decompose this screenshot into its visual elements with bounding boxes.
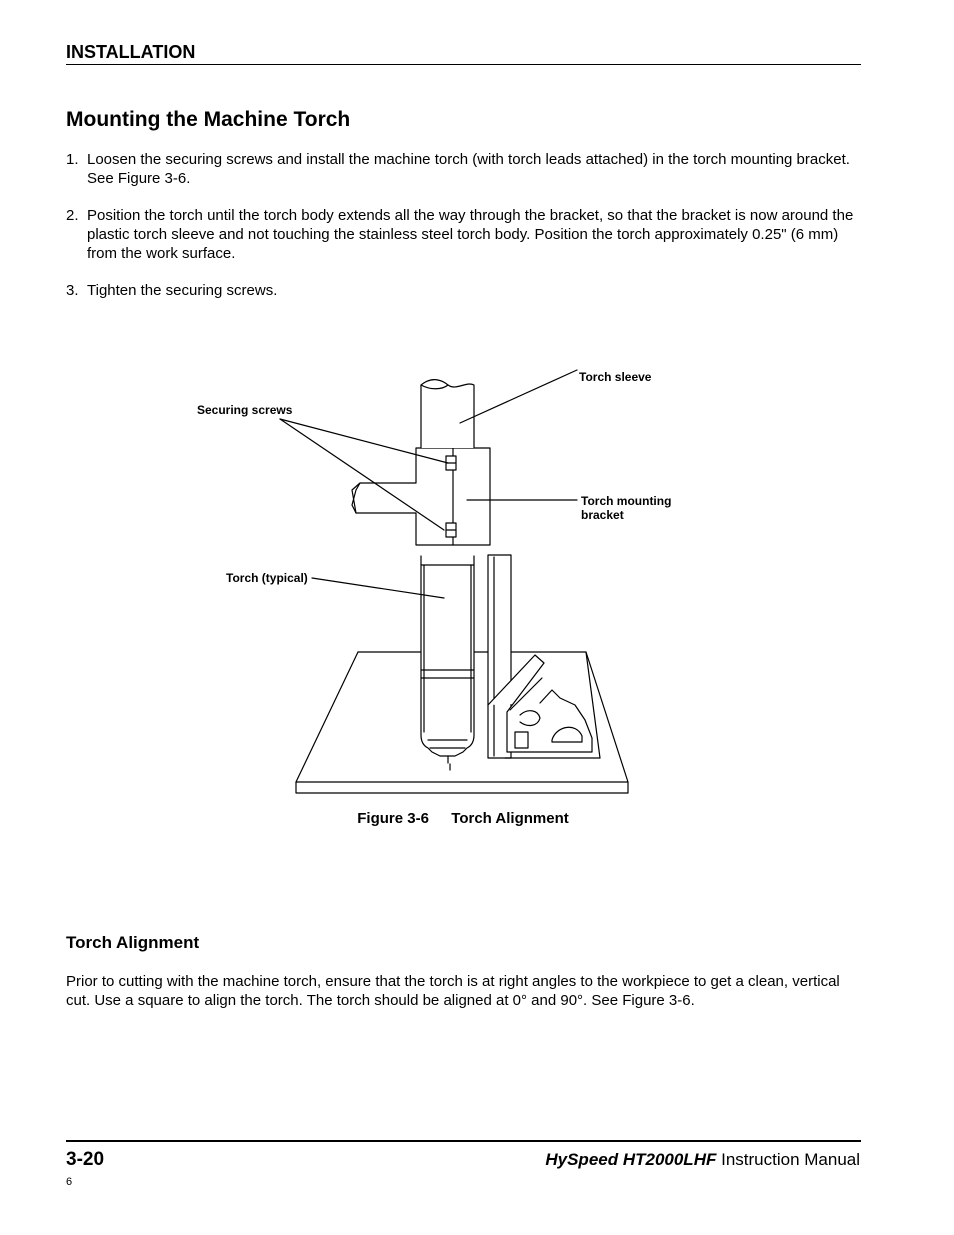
torch-body	[421, 556, 474, 756]
list-item	[66, 206, 866, 263]
figure-title: Torch Alignment	[451, 810, 569, 827]
footer-small-number: 6	[66, 1176, 73, 1188]
step-number: 1.	[66, 151, 79, 168]
label-securing-screws: Securing screws	[197, 403, 293, 417]
step-number: 2.	[66, 207, 79, 224]
label-torch-sleeve: Torch sleeve	[579, 370, 652, 384]
manual-name: Instruction Manual	[721, 1150, 860, 1169]
figure-caption	[0, 810, 926, 827]
subsection-title: Torch Alignment	[66, 933, 200, 952]
subsection-paragraph: Prior to cutting with the machine torch, ensure that the torch is at right angles to the workpiece to get a clean, vertical cut. Use a square to align the torch. The torch should be aligned at 0° and 90°. See Figure 3-6.	[66, 973, 840, 1009]
label-mounting-bracket-line2: bracket	[581, 508, 624, 522]
bracket-arm	[352, 448, 490, 545]
section-header: INSTALLATION	[66, 42, 196, 62]
label-torch-typical: Torch (typical)	[226, 571, 308, 585]
manual-brand: HySpeed HT2000LHF	[545, 1150, 717, 1169]
torch-sleeve	[421, 380, 474, 448]
footer-rule	[66, 1140, 861, 1142]
list-item	[66, 150, 866, 188]
manual-title	[545, 1150, 860, 1170]
list-item	[66, 281, 866, 300]
step-number: 3.	[66, 282, 79, 299]
label-mounting-bracket-line1: Torch mounting	[581, 494, 672, 508]
step-text: Loosen the securing screws and install the machine torch (with torch leads attached) in the torch mounting bracket. See Figure 3-6.	[87, 151, 850, 187]
step-text: Position the torch until the torch body extends all the way through the bracket, so that the bracket is now around the plastic torch sleeve and not touching the stainless steel torch body. Position the torch approximately 0.25" (6 mm) from the work surface.	[87, 207, 854, 262]
figure-number: Figure 3-6	[357, 810, 429, 827]
page-title: Mounting the Machine Torch	[66, 108, 351, 131]
header-rule	[66, 64, 861, 65]
page-number: 3-20	[66, 1149, 105, 1170]
step-text: Tighten the securing screws.	[87, 282, 278, 299]
steps-list	[66, 150, 866, 318]
